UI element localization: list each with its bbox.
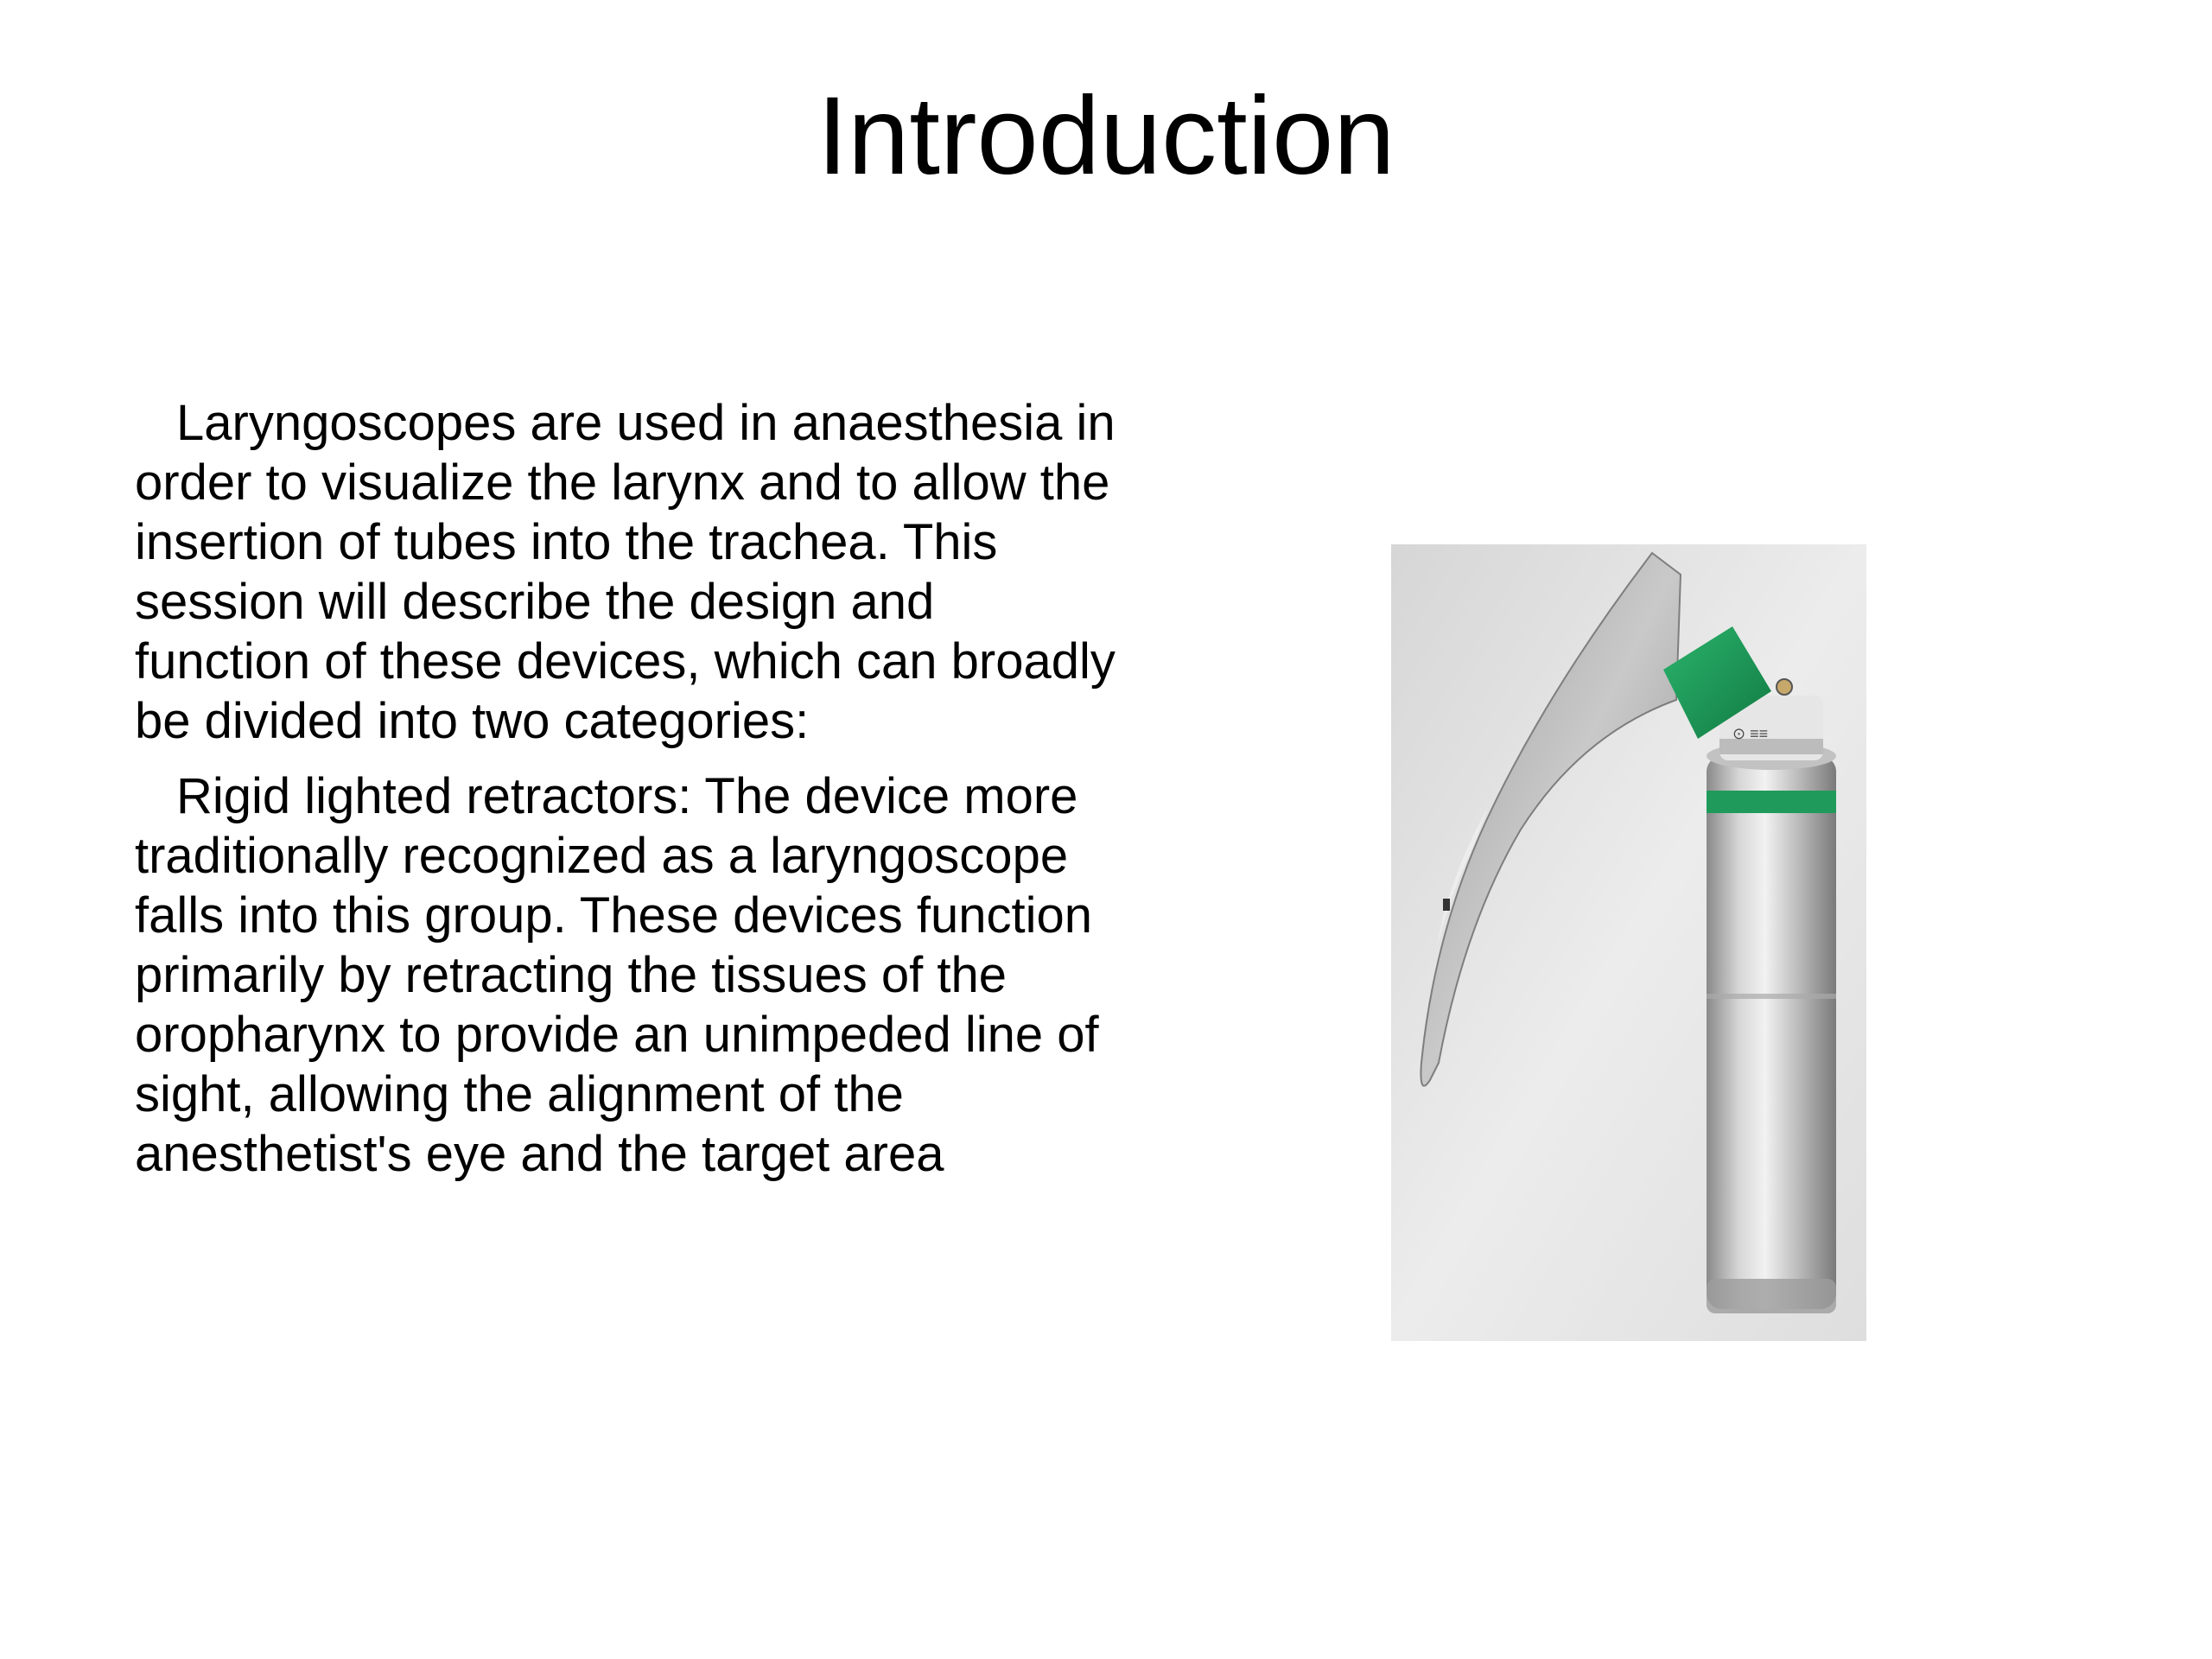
slide-title: Introduction [817,74,1395,198]
laryngoscope-image [1391,544,1866,1341]
paragraph-rigid-retractors: Rigid lighted retractors: The device more traditionally recognized as a laryngoscope falls into this group. These devices function primarily by retracting the tissues of the oropharynx to provide an unimpeded line of sight, allowing the alignment of the anesthetist's eye and the target area [135,768,1099,1182]
svg-text:⊙ ≡≡: ⊙ ≡≡ [1732,725,1769,742]
paragraph-intro: Laryngoscopes are used in anaesthesia in order to visualize the larynx and to allow the insertion of tubes into the trachea. This session will describe the design and function of these devices, which can broadly be divided into two categories: [135,395,1116,749]
body-text [135,393,1120,1199]
laryngoscope-photo [1391,544,1866,1341]
